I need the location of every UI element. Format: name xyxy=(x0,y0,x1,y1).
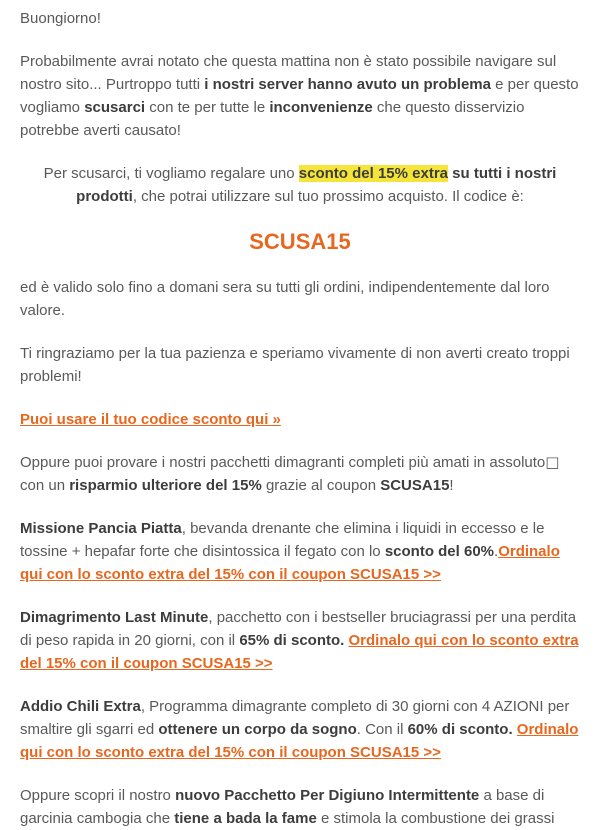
product2-name: Dimagrimento Last Minute xyxy=(20,609,209,626)
paragraph-product-missione-pancia-piatta xyxy=(20,517,580,586)
paragraph-thanks xyxy=(20,342,580,388)
paragraph-promo xyxy=(20,162,580,208)
outro-bold-hunger: tiene a bada la fame xyxy=(174,810,317,827)
packages-text-1: Oppure puoi provare i nostri pacchetti dimagranti completi più amati in assoluto xyxy=(20,454,546,471)
product1-description: , bevanda drenante che elimina i liquidi in eccesso e le tossine + hepafar forte che disintossica il fegato con lo xyxy=(20,520,545,560)
outro-text-2: a base di garcinia cambogia che xyxy=(20,787,545,827)
problem-bold-apology: scusarci xyxy=(84,99,146,116)
paragraph-validity xyxy=(20,276,580,322)
greeting-label: Buongiorno! xyxy=(20,10,101,27)
packages-bold-coupon-code: SCUSA15 xyxy=(380,477,450,494)
paragraph-packages-intro xyxy=(20,451,580,497)
paragraph-product-addio-chili-extra xyxy=(20,695,580,764)
problem-bold-servers: i nostri server hanno avuto un problema xyxy=(204,76,491,93)
discount-code-heading xyxy=(20,228,580,256)
problem-text-2: e per questo vogliamo xyxy=(20,76,579,116)
problem-text-4: che questo disservizio potrebbe averti causato! xyxy=(20,99,525,139)
product3-bold-discount: 60% di sconto. xyxy=(407,721,513,738)
product2-bold-discount: 65% di sconto. xyxy=(239,632,345,649)
outro-text-1: Oppure scopri il nostro xyxy=(20,787,176,804)
product3-bold-dream-body: ottenere un corpo da sogno xyxy=(158,721,357,738)
packages-bold-extra-saving: risparmio ulteriore del 15% xyxy=(69,477,262,494)
product3-description: , Programma dimagrante completo di 30 giorni con 4 AZIONI per smaltire gli sgarri ed xyxy=(20,698,570,738)
use-discount-code-link[interactable]: Puoi usare il tuo codice sconto qui » xyxy=(20,411,281,428)
thanks-text: Ti ringraziamo per la tua pazienza e speriamo vivamente di non averti creato troppi problemi! xyxy=(20,345,570,385)
product3-name: Addio Chili Extra xyxy=(20,698,141,715)
outro-text-3: e stimola la combustione dei grassi xyxy=(316,810,555,827)
product3-order-link[interactable]: Ordinalo qui con lo sconto extra del 15% con il coupon SCUSA15 >> xyxy=(20,721,579,761)
packages-text-3: grazie al coupon xyxy=(261,477,381,494)
missing-glyph-box: □ xyxy=(545,453,560,471)
paragraph-product-dimagrimento-last-minute xyxy=(20,606,580,675)
greeting-text xyxy=(20,7,580,30)
packages-text-4: ! xyxy=(449,477,454,494)
paragraph-cta xyxy=(20,408,580,431)
paragraph-outro-intermittent-fasting xyxy=(20,784,580,830)
product1-period: . xyxy=(494,543,499,560)
validity-text: ed è valido solo fino a domani sera su tutti gli ordini, indipendentemente dal loro valore. xyxy=(20,279,550,319)
packages-text-2: con un xyxy=(20,477,70,494)
product1-name: Missione Pancia Piatta xyxy=(20,520,182,537)
promo-text-2: , che potrai utilizzare sul tuo prossimo acquisto. Il codice è: xyxy=(132,188,524,205)
promo-text-1: Per scusarci, ti vogliamo regalare uno xyxy=(43,165,299,182)
product2-order-link[interactable]: Ordinalo qui con lo sconto extra del 15% con il coupon SCUSA15 >> xyxy=(20,632,579,672)
paragraph-server-problem xyxy=(20,50,580,142)
product2-description: , pacchetto con i bestseller bruciagrassi per una perdita di peso rapida in 20 giorni, con il xyxy=(20,609,577,649)
product3-text-2: . Con il xyxy=(356,721,408,738)
problem-text-1: Probabilmente avrai notato che questa mattina non è stato possibile navigare sul nostro sito... Purtroppo tutti xyxy=(20,53,557,93)
problem-bold-inconvenience: inconvenienze xyxy=(269,99,373,116)
promo-highlighted-discount: sconto del 15% extra xyxy=(298,165,449,182)
discount-code-label: SCUSA15 xyxy=(249,229,351,254)
promo-bold-all-products: su tutti i nostri prodotti xyxy=(76,165,557,205)
product1-order-link[interactable]: Ordinalo qui con lo sconto extra del 15% con il coupon SCUSA15 >> xyxy=(20,543,560,583)
outro-bold-package-name: nuovo Pacchetto Per Digiuno Intermittente xyxy=(175,787,480,804)
product1-bold-discount: sconto del 60% xyxy=(384,543,495,560)
problem-text-3: con te per tutte le xyxy=(145,99,270,116)
